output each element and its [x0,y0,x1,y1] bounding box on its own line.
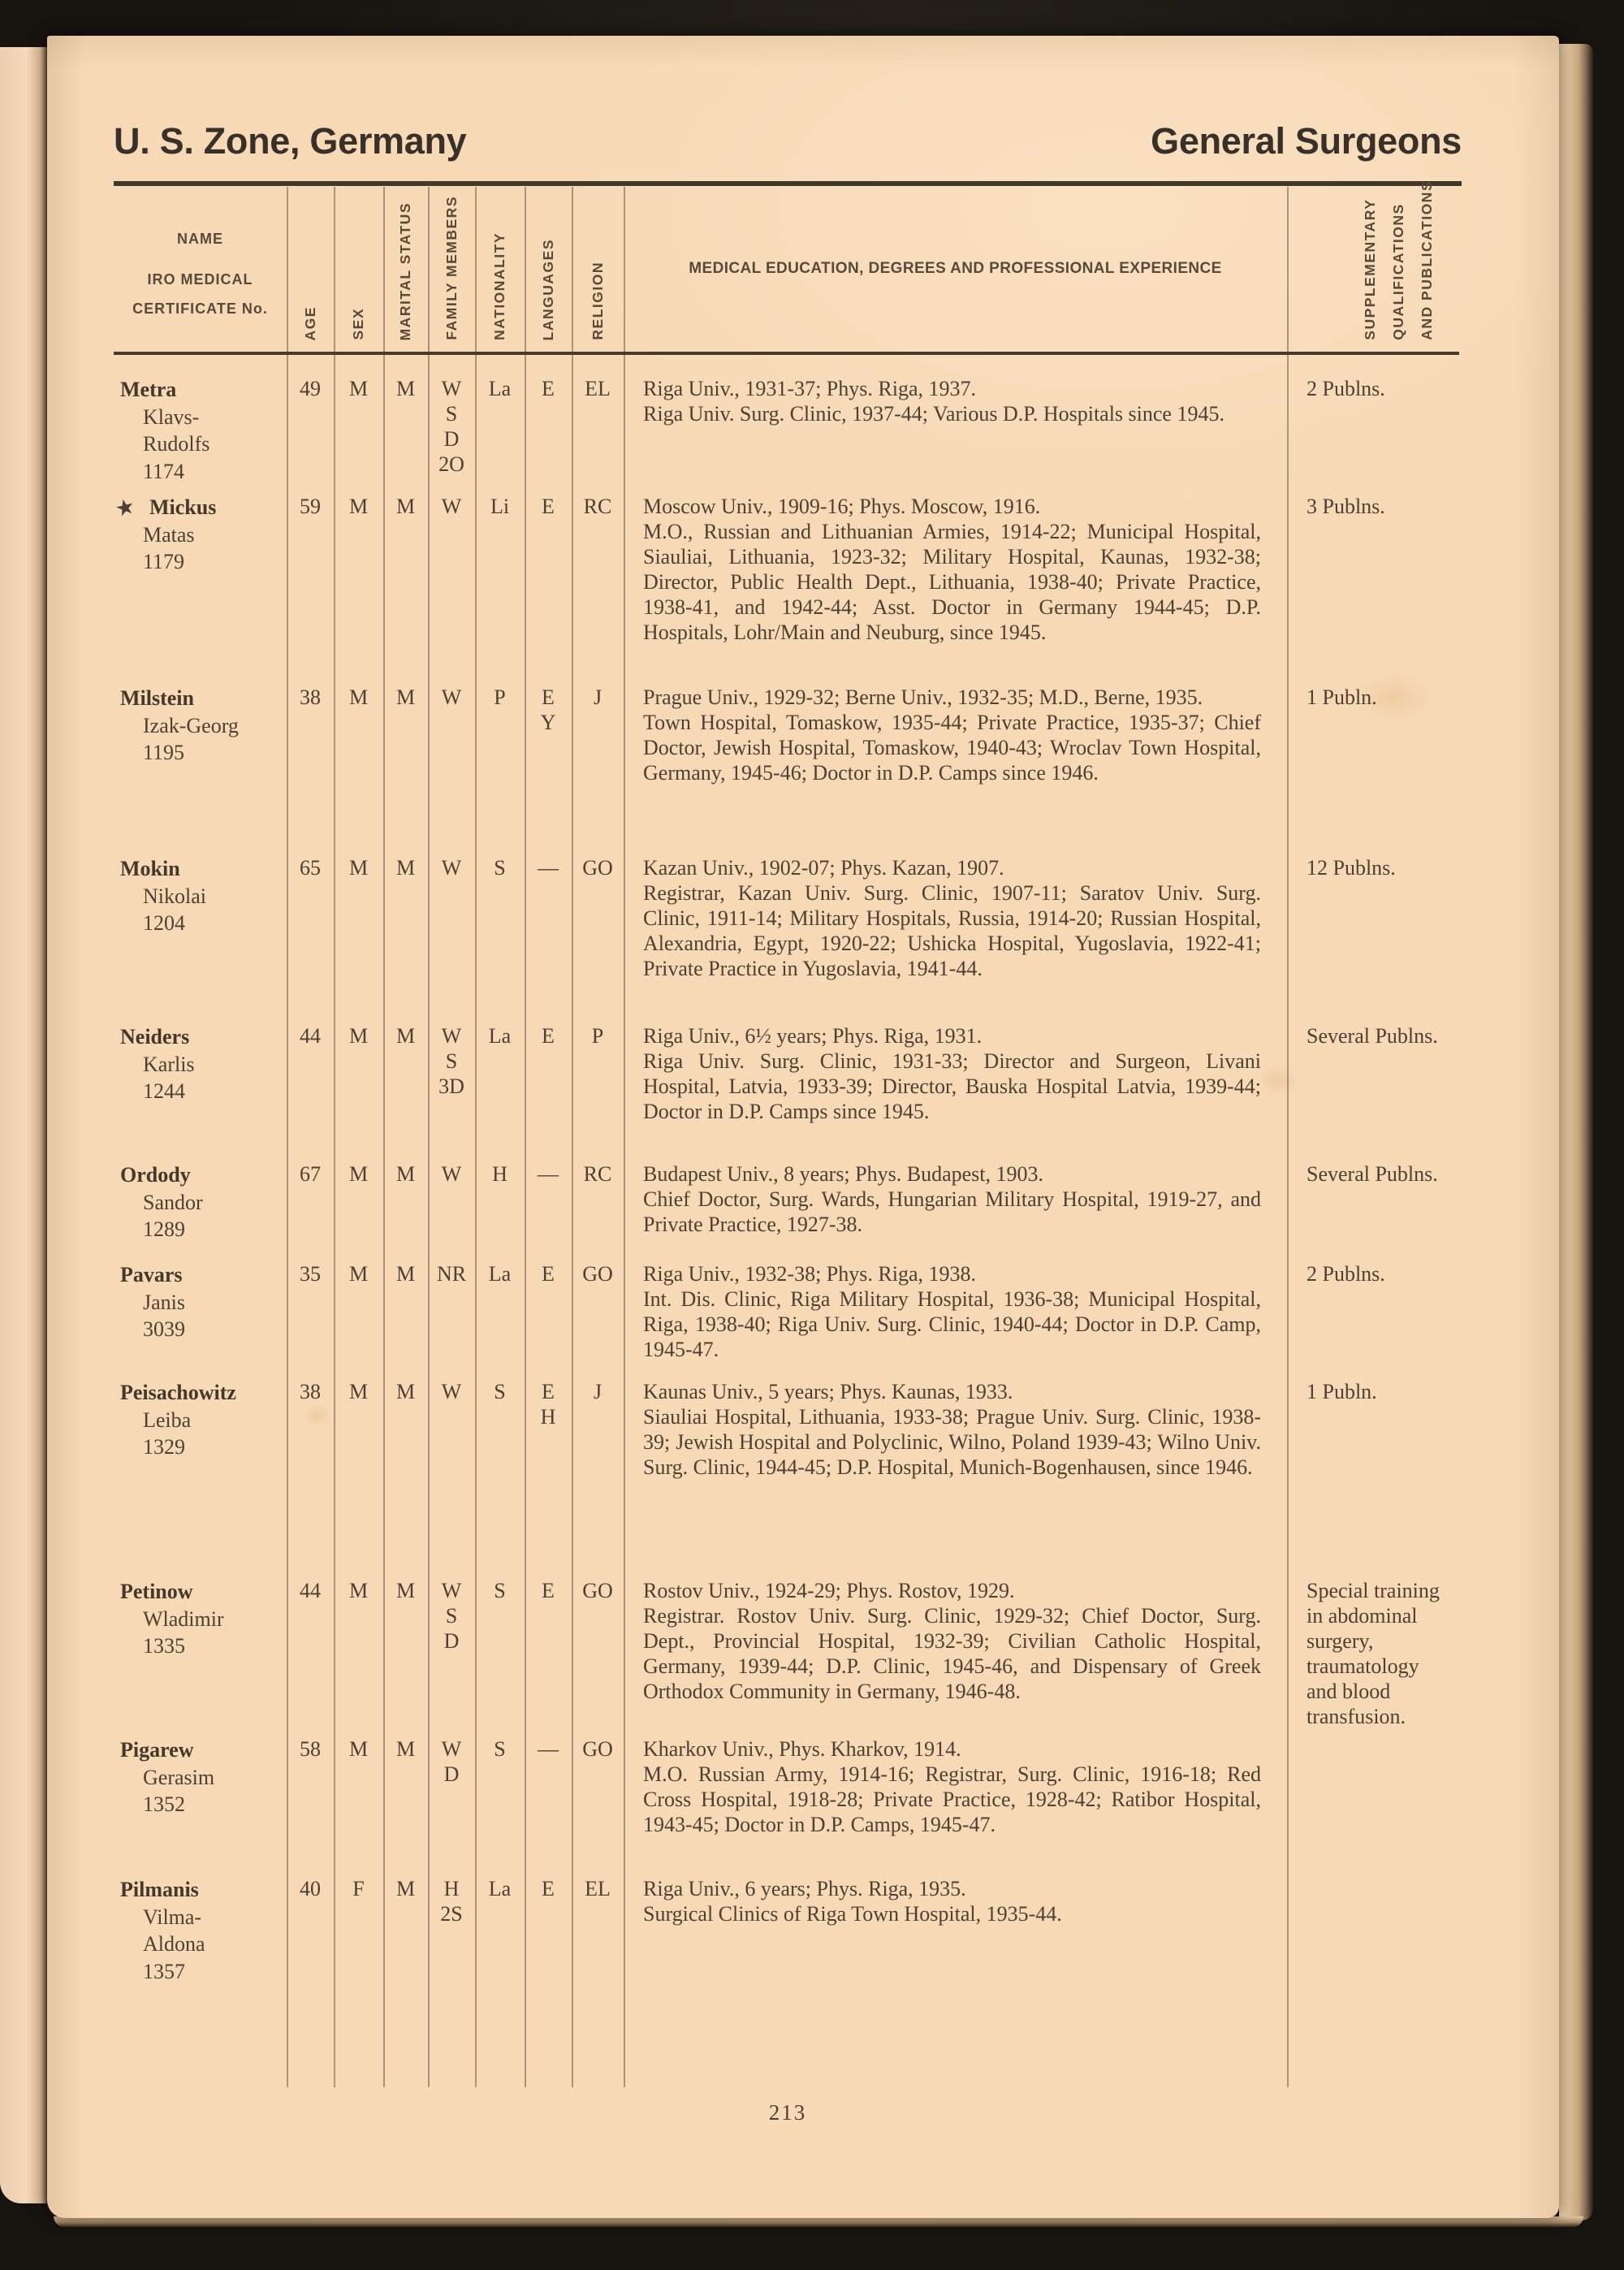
marital-status-value: M [395,1262,416,1286]
education-text [624,1261,1287,1362]
given-name-line: Nikolai [143,884,206,908]
column-header-name [114,224,287,323]
table-row [114,685,1510,855]
table-row [114,494,1510,685]
education-paragraph: Siauliai Hospital, Lithuania, 1933-38; Prague Univ. Surg. Clinic, 1938-39; Jewish Hospital and Polyclinic, Wilno, Poland 1939-43; Wilno Univ. Surg. Clinic, 1944-45; D.P. Hospital, Munich-Bogenhausen, since 1946. [643,1405,1261,1479]
education-text [624,1379,1287,1480]
certificate-number: 1179 [143,550,185,573]
age-value: 67 [300,1162,321,1186]
supplementary-text: Several Publns. [1307,1162,1438,1186]
supplementary-cell [1287,1161,1510,1187]
page-stack-edge [1559,44,1593,2220]
row-name-cell [114,494,287,576]
language-line: E [542,1380,555,1403]
languages-value [525,1578,572,1603]
family-member-line: S [445,1604,458,1628]
surname-text: Peisachowitz [120,1381,236,1404]
age-value: 58 [300,1737,321,1761]
religion-value: GO [582,1579,613,1602]
family-members-value [428,1261,475,1286]
nationality-value: Li [490,495,510,518]
table-row [114,1023,1510,1161]
supplementary-text: Several Publns. [1307,1024,1438,1048]
header-name-line: CERTIFICATE No. [132,301,268,317]
table-row [114,1261,1510,1379]
education-text [624,685,1287,785]
language-line: H [540,1405,556,1429]
row-name-cell [114,1578,287,1660]
family-member-line: W [441,495,462,518]
education-text [624,855,1287,981]
family-member-line: H [443,1877,460,1900]
nationality-value: S [494,1579,506,1602]
certificate-number: 1329 [143,1435,185,1459]
given-name-line: Klavs- [143,404,200,429]
certificate-number: 1195 [143,741,185,764]
education-paragraph: Riga Univ., 6½ years; Phys. Riga, 1931. [643,1024,983,1048]
languages-value [525,1736,572,1762]
family-member-line: W [441,1162,462,1186]
supplementary-cell [1287,1379,1510,1404]
row-name-cell [114,376,287,485]
header-supplementary-line: QUALIFICATIONS [1390,203,1406,340]
family-member-line: W [441,685,462,709]
language-line: — [538,1162,559,1186]
sex-value: M [348,856,369,880]
supplementary-text: 12 Publns. [1307,856,1396,880]
education-paragraph: Rostov Univ., 1924-29; Phys. Rostov, 1929. [643,1579,1015,1602]
row-name-cell [114,1379,287,1461]
nationality-value: La [488,377,512,400]
table-row [114,1161,1510,1261]
page-title: U. S. Zone, Germany [114,120,467,162]
family-members-value [428,1736,475,1787]
family-member-line: W [441,1380,462,1403]
sex-value: M [348,1262,369,1286]
supplementary-cell [1287,685,1510,710]
family-members-value [428,855,475,880]
table-row [114,1876,1510,2086]
family-member-line: W [441,856,462,880]
certificate-number: 1352 [143,1792,185,1816]
supplementary-cell [1287,855,1510,880]
sex-value: F [352,1877,365,1900]
family-members-value [428,494,475,519]
certificate-number: 1335 [143,1634,185,1658]
supplementary-text: 2 Publns. [1307,377,1385,400]
sex-value: M [348,1024,369,1048]
row-name-cell [114,855,287,937]
languages-value [525,1161,572,1187]
age-value: 65 [300,856,321,880]
family-member-line: S [445,402,458,426]
sex-value: M [348,685,369,709]
education-paragraph: Riga Univ. Surg. Clinic, 1931-33; Director and Surgeon, Livani Hospital, Latvia, 1933-39; Director, Bauska Hospital Latvia, 1939-44; Doctor in D.P. Camps since 1945. [643,1049,1261,1123]
certificate-number: 1244 [143,1079,185,1103]
column-header-marital-status: MARITAL STATUS [397,201,413,340]
education-text [624,1736,1287,1837]
certificate-number: 3039 [143,1317,185,1341]
education-paragraph: Registrar, Kazan Univ. Surg. Clinic, 1907-11; Saratov Univ. Surg. Clinic, 1911-14; Military Hospitals, Russia, 1914-20; Russian Hospital, Alexandria, Egypt, 1920-22; Ushicka Hospital, Yugoslavia, 1922-41; Private Practice in Yugoslavia, 1941-44. [643,881,1261,980]
languages-value [525,494,572,519]
education-paragraph: Town Hospital, Tomaskow, 1935-44; Private Practice, 1935-37; Chief Doctor, Jewish Hospital, Tomaskow, 1940-43; Wroclav Town Hospital, Germany, 1945-46; Doctor in D.P. Camps since 1946. [643,711,1261,785]
sex-value: M [348,377,369,400]
education-paragraph: M.O. Russian Army, 1914-16; Registrar, Surg. Clinic, 1916-18; Red Cross Hospital, 1918-28; Private Practice, 1928-42; Ratibor Hospital, 1943-45; Doctor in D.P. Camps, 1945-47. [643,1762,1261,1836]
education-paragraph: Prague Univ., 1929-32; Berne Univ., 1932-35; M.D., Berne, 1935. [643,685,1203,709]
sex-value: M [348,1579,369,1602]
languages-value [525,1876,572,1901]
family-member-line: 2O [438,452,464,476]
family-members-value [428,1161,475,1187]
education-paragraph: Kazan Univ., 1902-07; Phys. Kazan, 1907. [643,856,1004,880]
certificate-number: 1357 [143,1959,185,1983]
language-line: E [542,1579,555,1602]
education-paragraph: Chief Doctor, Surg. Wards, Hungarian Military Hospital, 1919-27, and Private Practice, 1927-38. [643,1187,1261,1236]
education-paragraph: Riga Univ., 6 years; Phys. Riga, 1935. [643,1877,966,1900]
header-name-line: IRO MEDICAL [147,271,253,288]
row-name-cell [114,1023,287,1105]
religion-value: EL [585,377,611,400]
age-value: 59 [300,495,321,518]
supplementary-text: Special training in abdominal surgery, traumatology and blood transfusion. [1307,1579,1440,1728]
education-paragraph: Riga Univ., 1931-37; Phys. Riga, 1937. [643,377,976,400]
family-members-value [428,1578,475,1654]
facing-page-edge [0,47,47,2203]
religion-value: RC [583,1162,612,1186]
header-supplementary-line: SUPPLEMENTARY [1362,198,1378,340]
languages-value [525,1379,572,1429]
age-value: 35 [300,1262,321,1286]
supplementary-text: 1 Publn. [1307,685,1377,709]
language-line: — [538,1737,559,1761]
family-member-line: W [441,377,462,400]
family-member-line: W [441,1579,462,1602]
religion-value: RC [583,495,612,518]
education-paragraph: M.O., Russian and Lithuanian Armies, 1914-22; Municipal Hospital, Siauliai, Lithuania, 1923-32; Military Hospital, Kaunas, 1932-38; Director, Public Health Dept., Lithuania, 1938-40; Private Practice, 1938-41, and 1942-44; Asst. Doctor in Germany 1944-45; D.P. Hospitals, Lohr/Main and Neuburg, since 1945. [643,520,1261,644]
nationality-value: S [494,1737,506,1761]
family-members-value [428,685,475,710]
column-header-religion: RELIGION [589,262,606,340]
languages-value [525,1023,572,1049]
age-value: 44 [300,1579,321,1602]
supplementary-cell [1287,1578,1510,1729]
column-header-supplementary [1287,180,1510,340]
family-member-line: 2S [440,1902,463,1926]
education-text [624,1161,1287,1237]
certificate-number: 1174 [143,459,185,483]
supplementary-text: 1 Publn. [1307,1380,1377,1403]
education-paragraph: Riga Univ. Surg. Clinic, 1937-44; Various D.P. Hospitals since 1945. [643,402,1224,426]
table-row [114,1379,1510,1578]
language-line: E [542,1877,555,1900]
languages-value [525,855,572,880]
marital-status-value: M [395,1737,416,1761]
given-name-line: Leiba [143,1407,192,1432]
column-header-languages: LANGUAGES [539,238,556,340]
row-name-cell [114,1876,287,1985]
column-header-age: AGE [301,305,318,340]
marital-status-value: M [395,856,416,880]
row-name-cell [114,1736,287,1818]
family-member-line: 3D [438,1074,464,1098]
education-paragraph: Kaunas Univ., 5 years; Phys. Kaunas, 1933. [643,1380,1013,1403]
table-header-row [114,180,1510,352]
book-page [47,36,1559,2218]
sex-value: M [348,1162,369,1186]
given-name-line: Wladimir [143,1606,224,1631]
surname-text: Mickus [149,495,217,519]
marital-status-value: M [395,1579,416,1602]
header-supplementary-line: AND PUBLICATIONS [1419,180,1435,340]
marital-status-value: M [395,495,416,518]
surname-text: Petinow [120,1580,193,1603]
education-text [624,494,1287,645]
page-content [114,36,1510,2218]
nationality-value: S [494,1380,506,1403]
marital-status-value: M [395,685,416,709]
surname-text: Pilmanis [120,1878,199,1901]
religion-value: GO [582,1737,613,1761]
given-name-line: Aldona [143,1932,205,1956]
education-text [624,1023,1287,1124]
marital-status-value: M [395,1877,416,1900]
nationality-value: La [488,1262,512,1286]
surname-text: Milstein [120,686,194,710]
languages-value [525,685,572,735]
family-member-line: D [443,1629,460,1653]
language-line: E [542,495,555,518]
education-paragraph: Kharkov Univ., Phys. Kharkov, 1914. [643,1737,961,1761]
given-name-line: Janis [143,1290,185,1314]
education-text [624,1876,1287,1926]
given-name-line: Matas [143,522,195,547]
education-text [624,376,1287,426]
education-paragraph: Budapest Univ., 8 years; Phys. Budapest, 1903. [643,1162,1043,1186]
surname-text: Neiders [120,1025,190,1049]
age-value: 40 [300,1877,321,1900]
column-header-family-members: FAMILY MEMBERS [443,196,460,340]
supplementary-cell [1287,1261,1510,1286]
family-members-value [428,1023,475,1099]
surname-text: Mokin [120,857,180,880]
religion-value: J [593,685,603,709]
running-heads [114,120,1462,162]
row-name-cell [114,1261,287,1343]
family-member-line: W [441,1737,462,1761]
family-member-line: S [445,1049,458,1073]
nationality-value: La [488,1877,512,1900]
given-name-line: Sandor [143,1190,203,1214]
surname-text: Ordody [120,1163,191,1187]
supplementary-cell [1287,494,1510,519]
family-member-line: D [443,1762,460,1786]
table-body [114,355,1510,2086]
religion-value: GO [582,856,613,880]
language-line: Y [540,711,556,734]
language-line: E [542,685,555,709]
row-name-cell [114,1161,287,1243]
given-name-line: Gerasim [143,1765,215,1789]
family-member-line: D [443,427,460,451]
age-value: 38 [300,1380,321,1403]
nationality-value: P [494,685,506,709]
row-name-cell [114,685,287,767]
family-members-value [428,1379,475,1404]
table-row [114,855,1510,1023]
star-icon: ★ [112,493,138,523]
table-row [114,1578,1510,1736]
surname-text: Pigarew [120,1738,194,1762]
family-members-value [428,376,475,477]
education-paragraph: Int. Dis. Clinic, Riga Military Hospital, 1936-38; Municipal Hospital, Riga, 1938-40; Riga Univ. Surg. Clinic, 1940-44; Doctor in D.P. Camp, 1945-47. [643,1287,1261,1361]
page-number: 213 [768,2100,807,2125]
table-row [114,376,1510,494]
education-paragraph: Riga Univ., 1932-38; Phys. Riga, 1938. [643,1262,976,1286]
education-text [624,1578,1287,1704]
religion-value: EL [585,1877,611,1900]
nationality-value: La [488,1024,512,1048]
supplementary-text: 3 Publns. [1307,495,1385,518]
language-line: E [542,377,555,400]
sex-value: M [348,495,369,518]
surname-text: Metra [120,378,177,401]
surgeons-table [112,180,1510,2087]
sex-value: M [348,1380,369,1403]
sex-value: M [348,1737,369,1761]
column-header-sex: SEX [350,308,366,340]
languages-value [525,376,572,401]
supplementary-text: 2 Publns. [1307,1262,1385,1286]
given-name-line: Karlis [143,1052,195,1076]
given-name-line: Izak-Georg [143,713,239,737]
header-name-line: NAME [177,231,223,247]
language-line: E [542,1262,555,1286]
family-member-line: NR [436,1262,467,1286]
section-title: General Surgeons [1151,120,1462,162]
column-header-education: MEDICAL EDUCATION, DEGREES AND PROFESSIONAL EXPERIENCE [689,259,1222,277]
nationality-value: H [492,1162,508,1186]
religion-value: J [593,1380,603,1403]
marital-status-value: M [395,1024,416,1048]
language-line: — [538,856,559,880]
family-member-line: W [441,1024,462,1048]
column-header-nationality: NATIONALITY [491,232,508,340]
certificate-number: 1289 [143,1217,185,1241]
education-paragraph: Surgical Clinics of Riga Town Hospital, 1935-44. [643,1902,1062,1926]
marital-status-value: M [395,1162,416,1186]
given-name-line: Rudolfs [143,432,210,456]
surname-text: Pavars [120,1263,183,1286]
supplementary-cell [1287,1023,1510,1049]
family-members-value [428,1876,475,1926]
age-value: 38 [300,685,321,709]
languages-value [525,1261,572,1286]
education-paragraph: Registrar. Rostov Univ. Surg. Clinic, 1929-32; Chief Doctor, Surg. Dept., Provincial Hospital, 1932-39; Civilian Catholic Hospital, Germany, 1939-44; D.P. Clinic, 1945-46, and Dispensary of Greek Orthodox Community in Germany, 1946-48. [643,1604,1261,1703]
given-name-line: Vilma- [143,1905,202,1929]
religion-value: GO [582,1262,613,1286]
nationality-value: S [494,856,506,880]
supplementary-cell [1287,376,1510,401]
language-line: E [542,1024,555,1048]
education-paragraph: Moscow Univ., 1909-16; Phys. Moscow, 1916. [643,495,1041,518]
marital-status-value: M [395,377,416,400]
religion-value: P [591,1024,604,1048]
marital-status-value: M [395,1380,416,1403]
table-row [114,1736,1510,1876]
age-value: 49 [300,377,321,400]
certificate-number: 1204 [143,911,185,935]
age-value: 44 [300,1024,321,1048]
